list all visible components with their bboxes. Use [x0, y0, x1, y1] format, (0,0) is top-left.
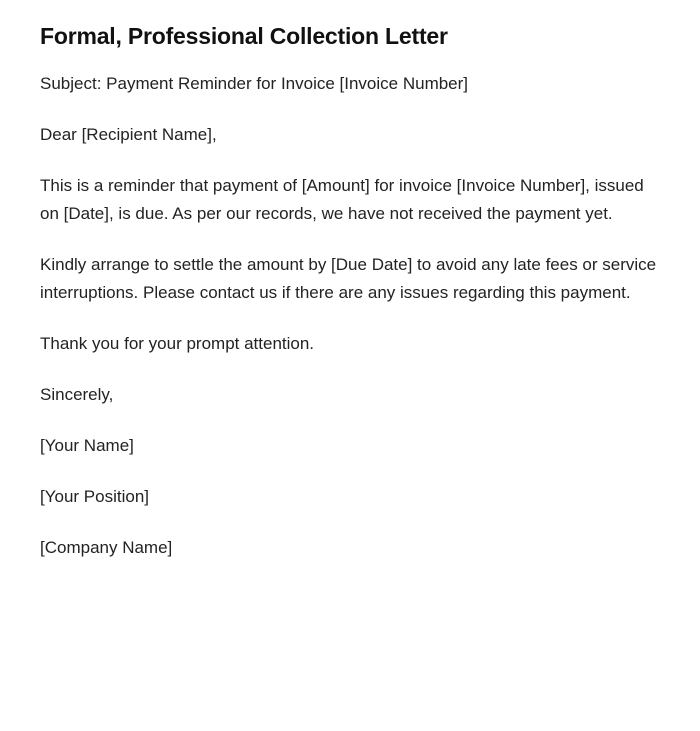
- paragraph-settlement: Kindly arrange to settle the amount by [Due Date] to avoid any late fees or service interruptions. Please contact us if there are any issues regarding this payment.: [40, 255, 657, 303]
- signature-company: [Company Name]: [40, 538, 173, 558]
- paragraph-reminder: This is a reminder that payment of [Amount] for invoice [Invoice Number], issued on [Date], is due. As per our records, we have not received the payment yet.: [40, 175, 644, 224]
- closing: Sincerely,: [40, 385, 114, 405]
- letter-body: [40, 70, 660, 563]
- salutation: Dear [Recipient Name],: [40, 124, 217, 144]
- page-title: Formal, Professional Collection Letter: [40, 23, 448, 49]
- paragraph-thanks: Thank you for your prompt attention.: [40, 334, 315, 354]
- signature-name: [Your Name]: [40, 436, 134, 456]
- subject-line: Subject: Payment Reminder for Invoice [Invoice Number]: [40, 73, 469, 93]
- signature-position: [Your Position]: [40, 487, 149, 507]
